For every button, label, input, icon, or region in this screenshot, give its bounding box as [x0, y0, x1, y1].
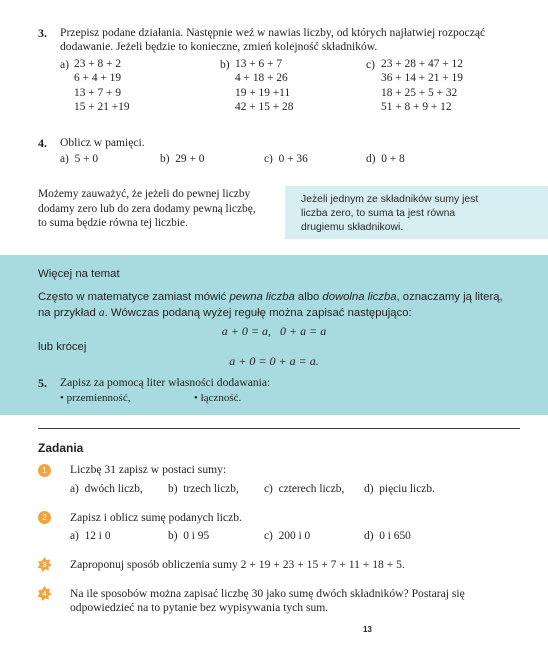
- option-text: trzech liczb,: [183, 483, 239, 495]
- exercise-2-option-b: [168, 530, 209, 542]
- bullet-text: łączność.: [200, 392, 242, 404]
- expression: 4 + 18 + 26: [235, 72, 288, 85]
- observation-line: dodamy zero lub do zera dodamy pewną liczbę,: [38, 202, 256, 215]
- expression: 15 + 21 +19: [74, 101, 130, 114]
- task-4-option-d: [366, 153, 405, 165]
- bullet-icon: •: [194, 392, 198, 404]
- more-paragraph-line2: [38, 307, 412, 319]
- option-text: 200 i 0: [278, 530, 311, 542]
- task-5-text: Zapisz za pomocą liter własności dodawania:: [60, 376, 271, 389]
- text-run: albo: [294, 291, 323, 303]
- exercise-2-option-a: [70, 530, 111, 542]
- expression: 18 + 25 + 5 + 32: [381, 86, 458, 99]
- zadania-heading: Zadania: [38, 441, 84, 455]
- option-expression: 5 + 0: [74, 153, 99, 165]
- emphasis: dowolna liczba: [322, 291, 397, 303]
- task-3-text-line2: dodawanie. Jeżeli będzie to konieczne, zmień kolejność składników.: [60, 40, 378, 53]
- option-letter: d): [366, 153, 376, 165]
- observation-line: Możemy zauważyć, że jeżeli do pewnej liczby: [38, 188, 251, 200]
- option-letter: b): [168, 530, 178, 542]
- option-text: czterech liczb,: [278, 483, 345, 495]
- task-5-bullet-1: [60, 392, 130, 404]
- task-3-number: 3.: [38, 26, 47, 40]
- formula-2: a + 0 = 0 + a = a.: [229, 354, 319, 368]
- more-heading: Więcej na temat: [38, 268, 120, 280]
- expression: 42 + 15 + 28: [235, 101, 294, 114]
- exercise-1-option-c: [264, 483, 344, 495]
- exercise-3-text: Zaproponuj sposób obliczenia sumy 2 + 19 + 23 + 15 + 7 + 11 + 18 + 5.: [70, 558, 405, 571]
- option-text: 12 i 0: [84, 530, 111, 542]
- option-letter: a): [60, 153, 69, 165]
- text-run: Często w matematyce zamiast mówić: [38, 291, 230, 303]
- rule-note-box: [285, 186, 548, 239]
- option-text: pięciu liczb.: [379, 483, 435, 495]
- exercise-1-text: Liczbę 31 zapisz w postaci sumy:: [70, 463, 227, 476]
- option-letter: a): [70, 530, 79, 542]
- expression: 36 + 14 + 21 + 19: [381, 72, 463, 85]
- task-3-column-a: [74, 57, 130, 115]
- option-letter: a): [70, 483, 79, 495]
- expression: 6 + 4 + 19: [74, 72, 122, 85]
- exercise-2-option-d: [364, 530, 411, 542]
- expression: 51 + 8 + 9 + 12: [381, 101, 452, 114]
- exercise-2-badge: 2: [38, 511, 51, 524]
- option-expression: 29 + 0: [175, 153, 205, 165]
- emphasis: pewna liczba: [229, 291, 295, 303]
- expression: 23 + 8 + 2: [74, 58, 122, 70]
- option-letter: c): [264, 153, 273, 165]
- option-expression: 0 + 36: [278, 153, 308, 165]
- section-divider: [38, 428, 520, 429]
- task-3-column-b: [235, 57, 293, 115]
- bullet-text: przemienność,: [66, 392, 131, 404]
- expression: 19 + 19 +11: [235, 86, 291, 99]
- observation-text: [38, 187, 270, 231]
- exercise-1-option-a: [70, 483, 143, 495]
- expression: 13 + 6 + 7: [235, 58, 283, 70]
- option-letter: b): [160, 153, 170, 165]
- task-5-number: 5.: [38, 376, 47, 390]
- task-4-text: Oblicz w pamięci.: [60, 136, 145, 149]
- task-4-option-c: [264, 153, 308, 165]
- exercise-3-star-badge: [37, 557, 52, 572]
- option-letter: c): [264, 530, 273, 542]
- exercise-4-star-badge: [37, 586, 52, 601]
- exercise-1-option-b: [168, 483, 239, 495]
- note-line: drugiemu składnikowi.: [301, 222, 404, 233]
- option-letter: d): [364, 483, 374, 495]
- task-4-option-a: [60, 153, 98, 165]
- formula-1: a + 0 = a, 0 + a = a: [221, 324, 327, 338]
- option-letter: b): [168, 483, 178, 495]
- exercise-4-text-line2: odpowiedzieć na to pytanie bez wypisywania tych sum.: [70, 601, 329, 614]
- badge-number: 3: [42, 560, 47, 569]
- exercise-2-text: Zapisz i oblicz sumę podanych liczb.: [70, 511, 242, 524]
- page-number: 13: [363, 625, 372, 634]
- option-text: 0 i 650: [379, 530, 411, 542]
- exercise-1-badge: 1: [38, 464, 51, 477]
- text-run: . Wówczas podaną wyżej regułę można zapisać następująco:: [104, 307, 412, 319]
- note-line: Jeżeli jednym ze składników sumy jest: [301, 194, 479, 205]
- bullet-icon: •: [60, 392, 64, 404]
- task-5-bullet-2: [194, 392, 241, 404]
- option-letter: c): [264, 483, 273, 495]
- task-4-number: 4.: [38, 136, 47, 150]
- option-letter: d): [364, 530, 374, 542]
- shorter-label: lub krócej: [38, 341, 87, 353]
- task-3-letter-b: b): [220, 58, 230, 71]
- task-3-letter-c: c): [366, 58, 376, 71]
- text-run: na przykład: [38, 307, 99, 319]
- option-text: 0 i 95: [183, 530, 210, 542]
- note-line: liczba zero, to suma ta jest równa: [301, 208, 456, 219]
- variable: a: [98, 307, 105, 319]
- option-text: dwóch liczb,: [84, 483, 143, 495]
- option-expression: 0 + 8: [381, 153, 405, 165]
- expression: 13 + 7 + 9: [74, 86, 122, 99]
- badge-number: 4: [42, 589, 47, 598]
- exercise-1-option-d: [364, 483, 435, 495]
- exercise-4-text-line1: Na ile sposobów można zapisać liczbę 30 jako sumę dwóch składników? Postaraj się: [70, 587, 465, 600]
- task-3-text-line1: Przepisz podane działania. Następnie weź w nawias liczby, od których najłatwiej rozpocząć: [60, 26, 486, 39]
- task-4-option-b: [160, 153, 204, 165]
- text-run: , oznaczamy ją literą,: [396, 291, 503, 303]
- expression: 23 + 28 + 47 + 12: [381, 58, 463, 70]
- more-paragraph-line1: [38, 291, 503, 303]
- task-3-letter-a: a): [60, 58, 70, 71]
- exercise-2-option-c: [264, 530, 310, 542]
- observation-line: to suma będzie równa tej liczbie.: [38, 217, 188, 229]
- task-3-column-c: [381, 57, 463, 115]
